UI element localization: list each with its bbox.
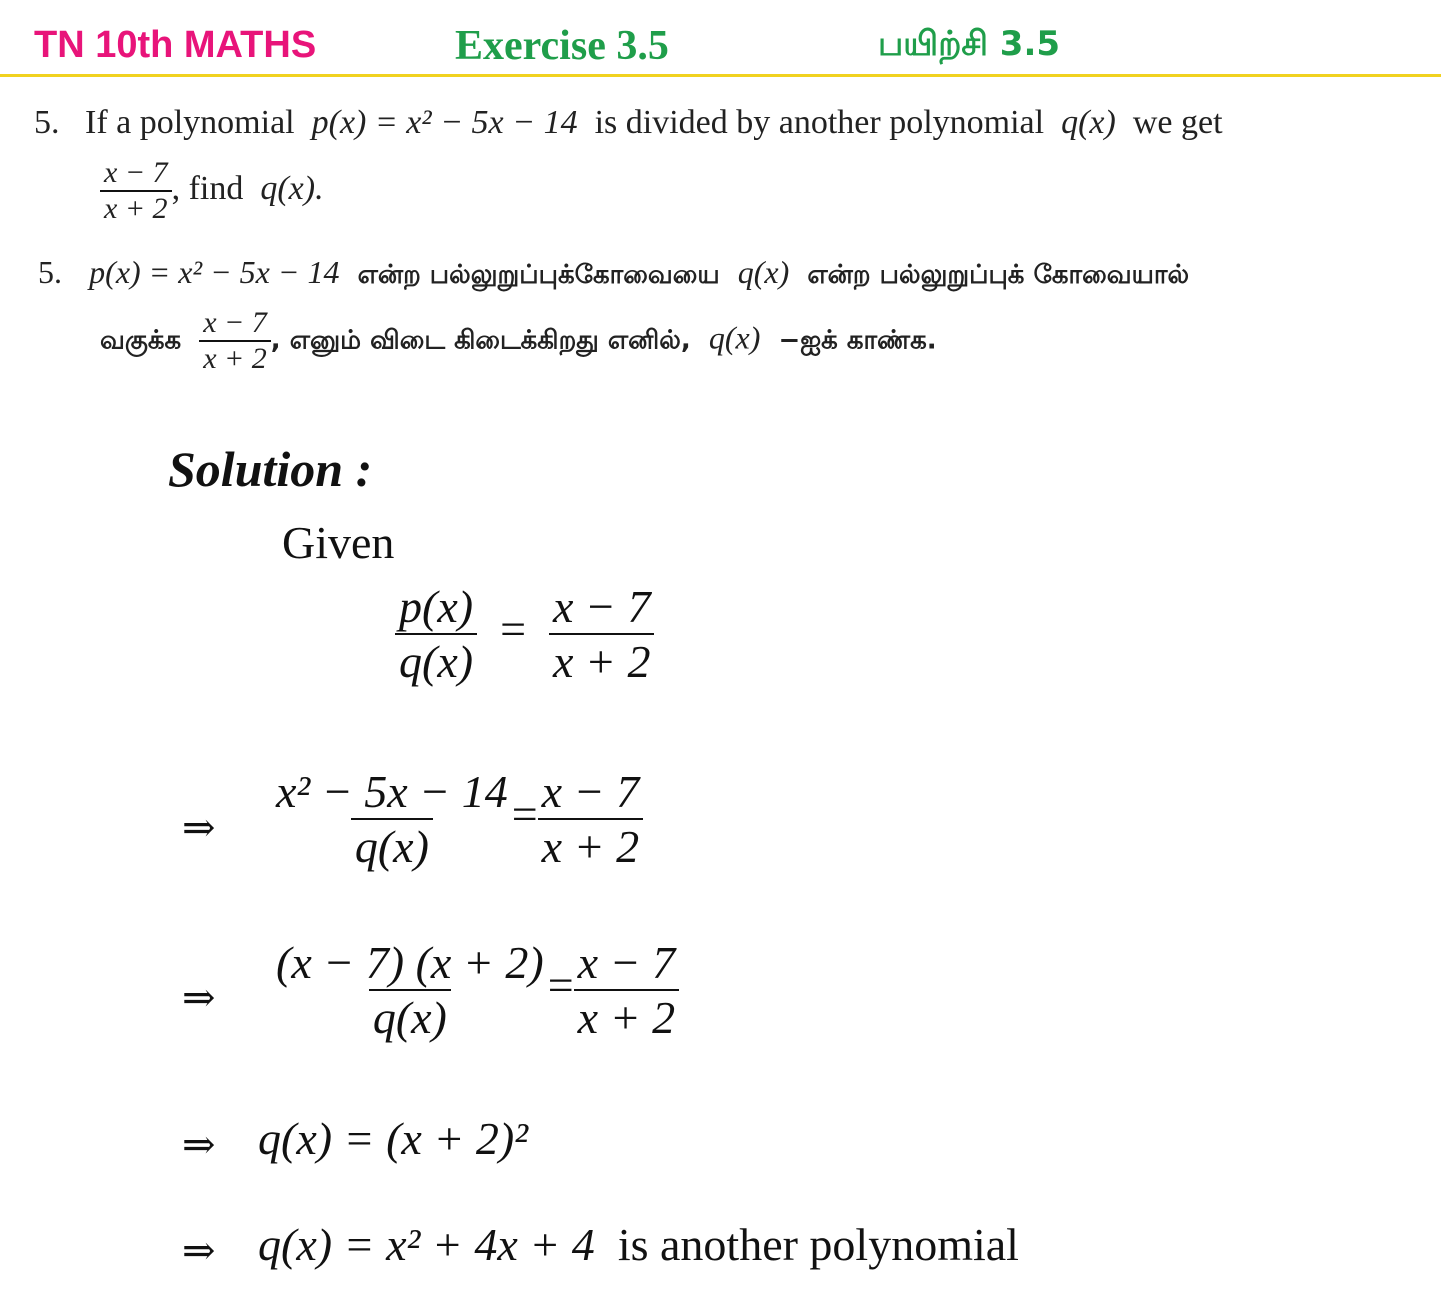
header-subject: TN 10th MATHS: [34, 24, 317, 66]
eq4-expression: q(x) = (x + 2)²: [258, 1113, 528, 1164]
question-ta-q-expression-2: q(x): [708, 319, 761, 356]
eq3-lhs-fraction: [272, 936, 548, 1044]
header-divider: [0, 74, 1441, 77]
question-ta-line2: [100, 306, 937, 376]
question-ta-text1: என்ற பல்லுறுப்புக்கோவையை: [357, 260, 720, 290]
solution-title: Solution :: [168, 441, 373, 497]
eq3-rhs-fraction: [574, 936, 679, 1044]
fraction-denominator: x + 2: [100, 190, 172, 226]
equation-5: [258, 1218, 1019, 1271]
question-ta-text2: என்ற பல்லுறுப்புக் கோவையால்: [807, 260, 1190, 290]
eq2-lhs-denominator: q(x): [351, 818, 433, 873]
eq2-rhs-fraction: [538, 765, 643, 873]
question-ta-line1: [38, 254, 1189, 293]
question-tail: , find: [171, 169, 244, 207]
fraction-numerator: x − 7: [203, 306, 267, 339]
question-text-end: we get: [1132, 104, 1223, 141]
question-ta-text3: வகுக்க: [100, 325, 182, 356]
question-en-line1: [34, 104, 1223, 142]
question-ta-q-expression: q(x): [737, 254, 790, 290]
eq2-lhs-fraction: [272, 765, 512, 873]
implies-arrow: ⇒: [182, 805, 216, 851]
equation-4: [258, 1112, 528, 1165]
header-exercise: Exercise 3.5: [455, 23, 669, 69]
question-q-expression: q(x): [1061, 104, 1116, 141]
equation-2: $\frac{\text{x² − 5x − 14}}{q(x)}$ = $\frac{x - 7}{x + 2}$: [272, 765, 643, 873]
equation-1: $\frac{p(x)}{q(x)}$ = $\frac{x - 7}{x + 2}$: [395, 580, 654, 688]
implies-arrow: ⇒: [182, 1228, 216, 1274]
eq1-rhs-numerator: x − 7: [553, 581, 651, 632]
question-text-start: If a polynomial: [85, 104, 295, 141]
fraction-numerator: x − 7: [104, 156, 168, 189]
eq5-expression: q(x) = x² + 4x + 4: [258, 1219, 595, 1270]
eq3-lhs-denominator: q(x): [369, 989, 451, 1044]
equation-3: $\frac{(x - 7) (x + 2)}{q(x)}$ = $\frac{x - 7}{x + 2}$: [272, 936, 679, 1044]
question-tail-expression: q(x).: [260, 169, 324, 207]
eq3-rhs-numerator: x − 7: [577, 937, 676, 988]
eq2-rhs-denominator: x + 2: [538, 818, 643, 873]
question-ta-number: 5.: [38, 254, 62, 290]
eq1-rhs-denominator: x + 2: [549, 633, 654, 688]
question-ta-fraction: [199, 306, 271, 376]
eq3-lhs-numerator: (x − 7) (x + 2): [276, 937, 544, 988]
eq3-rhs-denominator: x + 2: [574, 989, 679, 1044]
eq1-lhs-fraction: [395, 580, 477, 688]
eq1-lhs-numerator: p(x): [399, 581, 474, 632]
solution-given: Given: [282, 517, 395, 568]
eq5-text: is another polynomial: [617, 1219, 1019, 1270]
question-ta-p-expression: p(x) = x² − 5x − 14: [89, 254, 340, 290]
implies-arrow: ⇒: [182, 1122, 216, 1168]
eq2-rhs-numerator: x − 7: [541, 766, 640, 817]
eq2-lhs-numerator: x² − 5x − 14: [276, 766, 508, 817]
question-ta-text5: −ஐக் காண்க.: [778, 325, 937, 356]
eq1-rhs-fraction: [549, 580, 654, 688]
implies-arrow: ⇒: [182, 975, 216, 1021]
question-p-expression: p(x) = x² − 5x − 14: [311, 104, 578, 141]
question-text-mid: is divided by another polynomial: [594, 104, 1045, 141]
question-fraction: [100, 156, 172, 226]
question-ta-text4: , எனும் விடை கிடைக்கிறது எனில்,: [270, 325, 691, 356]
header-exercise-tamil: பயிற்சி 3.5: [878, 24, 1061, 64]
fraction-denominator: x + 2: [199, 340, 271, 376]
eq1-lhs-denominator: q(x): [395, 633, 477, 688]
question-number: 5.: [34, 104, 60, 141]
question-en-line2: [100, 156, 324, 226]
